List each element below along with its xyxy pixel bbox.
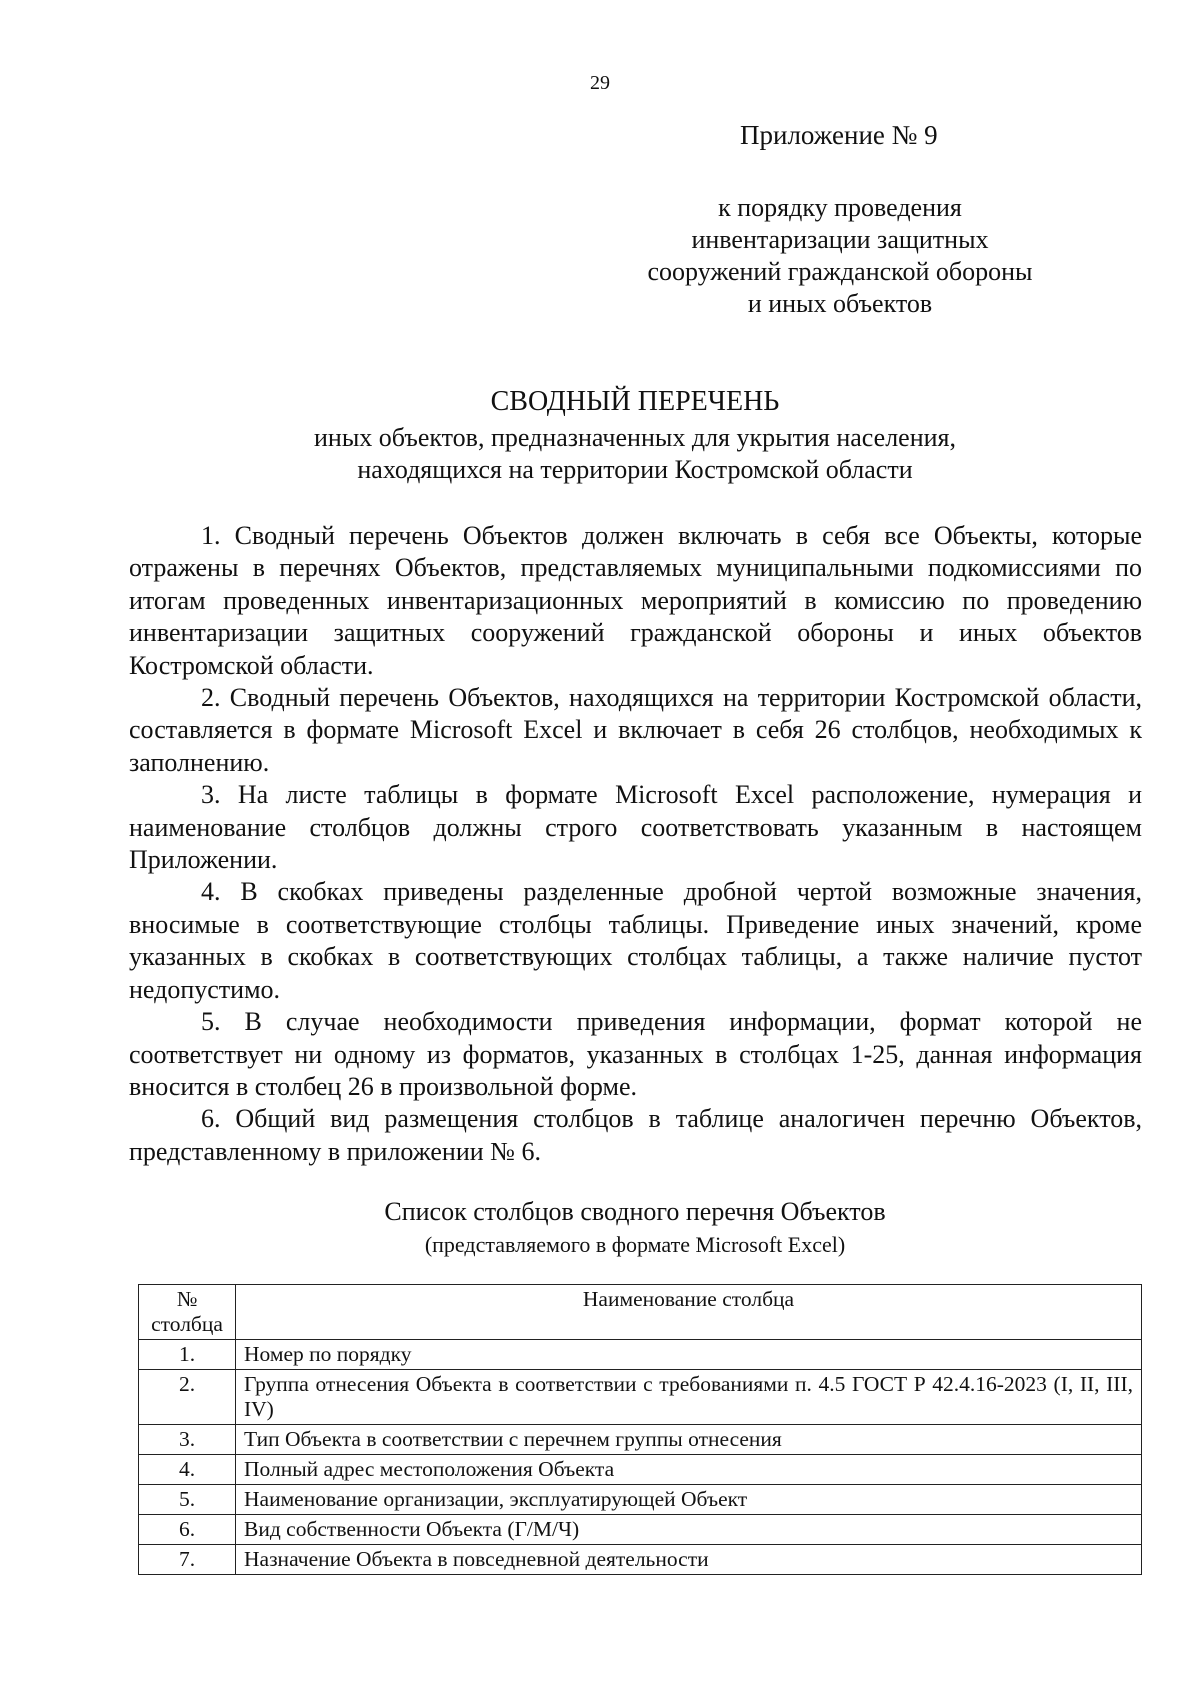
annex-subtitle <box>560 192 1120 320</box>
table-header-row <box>139 1285 1142 1340</box>
row-name: Назначение Объекта в повседневной деятельности <box>236 1545 1142 1575</box>
row-name: Группа отнесения Объекта в соответствии с требованиями п. 4.5 ГОСТ Р 42.4.16-2023 (I, II, III, IV) <box>236 1370 1142 1425</box>
row-number: 7. <box>139 1545 236 1575</box>
row-number: 2. <box>139 1370 236 1425</box>
row-number: 6. <box>139 1515 236 1545</box>
row-name: Полный адрес местоположения Объекта <box>236 1455 1142 1485</box>
paragraph: 6. Общий вид размещения столбцов в таблице аналогичен перечню Объектов, представленному в приложении № 6. <box>129 1104 1142 1166</box>
table-row <box>139 1370 1142 1425</box>
paragraph: 3. На листе таблицы в формате Microsoft Excel расположение, нумерация и наименование столбцов должны строго соответствовать указанным в настоящем Приложении. <box>129 780 1142 875</box>
table-row <box>139 1340 1142 1370</box>
row-name: Наименование организации, эксплуатирующей Объект <box>236 1485 1142 1515</box>
annex-title: Приложение № 9 <box>740 120 938 150</box>
table-row <box>139 1515 1142 1545</box>
annex-subtitle-line: сооружений гражданской обороны <box>647 257 1033 286</box>
document-subtitle <box>0 422 1200 486</box>
row-number: 3. <box>139 1425 236 1455</box>
row-number: 1. <box>139 1340 236 1370</box>
table-row <box>139 1425 1142 1455</box>
column-number-header-line: столбца <box>151 1312 223 1336</box>
column-number-header <box>139 1285 236 1340</box>
columns-table <box>138 1284 1142 1575</box>
row-name: Номер по порядку <box>236 1340 1142 1370</box>
paragraph: 2. Сводный перечень Объектов, находящихся на территории Костромской области, составляется в формате Microsoft Excel и включает в себя 26 столбцов, необходимых к заполнению. <box>129 683 1142 777</box>
table-row <box>139 1485 1142 1515</box>
columns-list-subtitle: (представляемого в формате Microsoft Excel) <box>424 1232 846 1257</box>
annex-subtitle-line: инвентаризации защитных <box>691 225 989 254</box>
annex-subtitle-line: к порядку проведения <box>718 193 962 222</box>
columns-list-title: Список столбцов сводного перечня Объектов <box>384 1197 886 1226</box>
body-text <box>129 520 1142 1168</box>
column-name-header: Наименование столбца <box>236 1285 1142 1340</box>
table-row <box>139 1545 1142 1575</box>
page-number: 29 <box>590 72 610 94</box>
row-name: Тип Объекта в соответствии с перечнем группы отнесения <box>236 1425 1142 1455</box>
row-number: 4. <box>139 1455 236 1485</box>
document-subtitle-line: находящихся на территории Костромской области <box>357 455 913 484</box>
document-title: СВОДНЫЙ ПЕРЕЧЕНЬ <box>490 386 780 417</box>
table-row <box>139 1455 1142 1485</box>
row-number: 5. <box>139 1485 236 1515</box>
column-number-header-line: № <box>176 1287 198 1311</box>
paragraph: 5. В случае необходимости приведения информации, формат которой не соответствует ни одному из форматов, указанных в столбцах 1-25, данная информация вносится в столбец 26 в произвольной форме. <box>129 1007 1142 1101</box>
row-name: Вид собственности Объекта (Г/М/Ч) <box>236 1515 1142 1545</box>
paragraph: 1. Сводный перечень Объектов должен включать в себя все Объекты, которые отражены в перечнях Объектов, представляемых муниципальными подкомиссиями по итогам проведенных инвентаризационных мероприятий в комиссию по проведению инвентаризации защитных сооружений гражданской обороны и иных объектов Костромской области. <box>129 521 1142 680</box>
document-subtitle-line: иных объектов, предназначенных для укрытия населения, <box>314 423 956 452</box>
paragraph: 4. В скобках приведены разделенные дробной чертой возможные значения, вносимые в соответствующие столбцы таблицы. Приведение иных значений, кроме указанных в скобках в соответствующих столбцах таблицы, а также наличие пустот недопустимо. <box>129 877 1142 1004</box>
annex-subtitle-line: и иных объектов <box>747 289 933 318</box>
